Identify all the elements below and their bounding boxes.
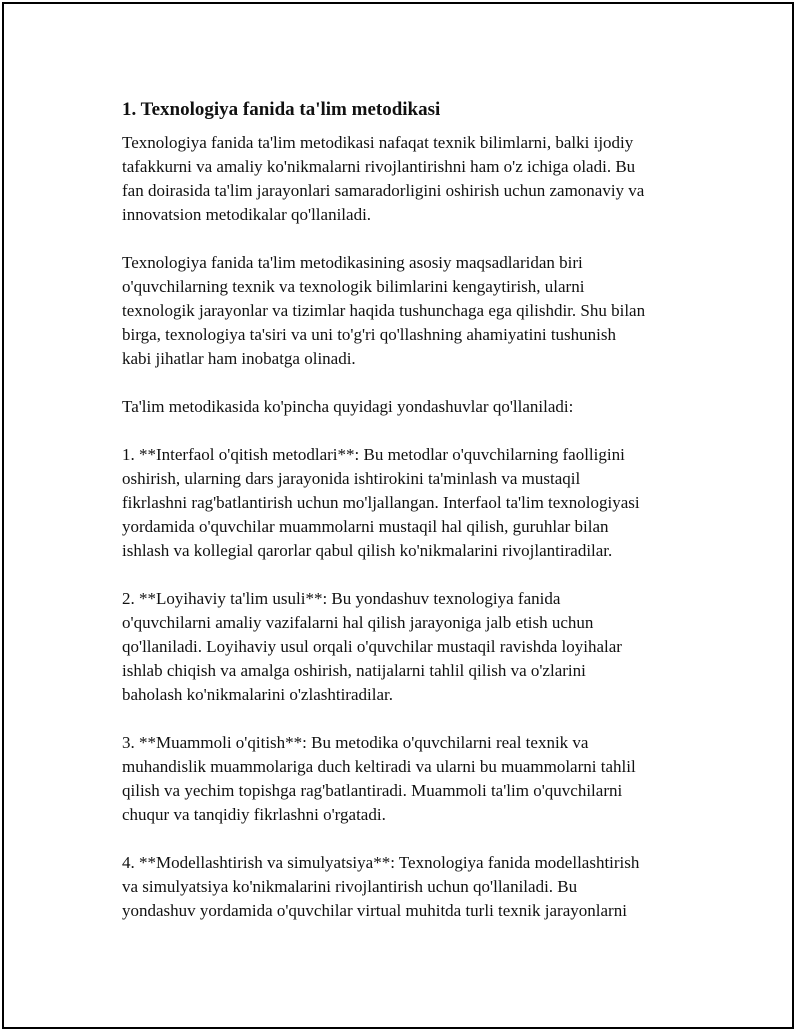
text-line: birga, texnologiya ta'siri va uni to'g'ri qo'llashning ahamiyatini tushunish <box>122 325 617 344</box>
text-line: o'quvchilarning texnik va texnologik bilimlarini kengaytirish, ularni <box>122 277 585 296</box>
document-body <box>122 97 702 923</box>
text-line: 3. **Muammoli o'qitish**: Bu metodika o'quvchilarni real texnik va <box>122 733 589 752</box>
paragraph-intro <box>122 131 702 227</box>
text-line: muhandislik muammolariga duch keltiradi va ularni bu muammolarni tahlil <box>122 757 636 776</box>
text-line: ishlash va kollegial qarorlar qabul qilish ko'nikmalarini rivojlantiradilar. <box>122 541 613 560</box>
text-line: 1. **Interfaol o'qitish metodlari**: Bu metodlar o'quvchilarning faolligini <box>122 445 625 464</box>
text-line: o'quvchilarni amaliy vazifalarni hal qilish jarayoniga jalb etish uchun <box>122 613 594 632</box>
text-line: oshirish, ularning dars jarayonida ishtirokini ta'minlash va mustaqil <box>122 469 581 488</box>
text-line: texnologik jarayonlar va tizimlar haqida tushunchaga ega qilishdir. Shu bilan <box>122 301 646 320</box>
text-line: Texnologiya fanida ta'lim metodikasi nafaqat texnik bilimlarni, balki ijodiy <box>122 133 634 152</box>
page-frame <box>2 2 794 1029</box>
text-line: va simulyatsiya ko'nikmalarini rivojlantirish uchun qo'llaniladi. Bu <box>122 877 578 896</box>
text-line: innovatsion metodikalar qo'llaniladi. <box>122 205 372 224</box>
paragraph-approaches-intro <box>122 395 702 419</box>
text-line: Texnologiya fanida ta'lim metodikasining asosiy maqsadlaridan biri <box>122 253 583 272</box>
paragraph-goals <box>122 251 702 371</box>
text-line: Ta'lim metodikasida ko'pincha quyidagi yondashuvlar qo'llaniladi: <box>122 397 574 416</box>
list-item-interactive-methods <box>122 443 702 563</box>
text-line: qilish va yechim topishga rag'batlantiradi. Muammoli ta'lim o'quvchilarni <box>122 781 623 800</box>
text-line: baholash ko'nikmalarini o'zlashtiradilar. <box>122 685 393 704</box>
text-line: chuqur va tanqidiy fikrlashni o'rgatadi. <box>122 805 386 824</box>
list-item-project-method <box>122 587 702 707</box>
text-line: fikrlashni rag'batlantirish uchun mo'ljallangan. Interfaol ta'lim texnologiyasi <box>122 493 640 512</box>
text-line: 2. **Loyihaviy ta'lim usuli**: Bu yondashuv texnologiya fanida <box>122 589 561 608</box>
text-line: qo'llaniladi. Loyihaviy usul orqali o'quvchilar mustaqil ravishda loyihalar <box>122 637 622 656</box>
text-line: ishlab chiqish va amalga oshirish, natijalarni tahlil qilish va o'zlarini <box>122 661 586 680</box>
list-item-problem-teaching <box>122 731 702 827</box>
text-line: tafakkurni va amaliy ko'nikmalarni rivojlantirishni ham o'z ichiga oladi. Bu <box>122 157 636 176</box>
text-line: fan doirasida ta'lim jarayonlari samaradorligini oshirish uchun zamonaviy va <box>122 181 645 200</box>
document-title: 1. Texnologiya fanida ta'lim metodikasi <box>122 99 441 120</box>
text-line: kabi jihatlar ham inobatga olinadi. <box>122 349 356 368</box>
text-line: 4. **Modellashtirish va simulyatsiya**: Texnologiya fanida modellashtirish <box>122 853 640 872</box>
text-line: yondashuv yordamida o'quvchilar virtual muhitda turli texnik jarayonlarni <box>122 901 627 920</box>
list-item-modeling-simulation <box>122 851 702 923</box>
text-line: yordamida o'quvchilar muammolarni mustaqil hal qilish, guruhlar bilan <box>122 517 609 536</box>
